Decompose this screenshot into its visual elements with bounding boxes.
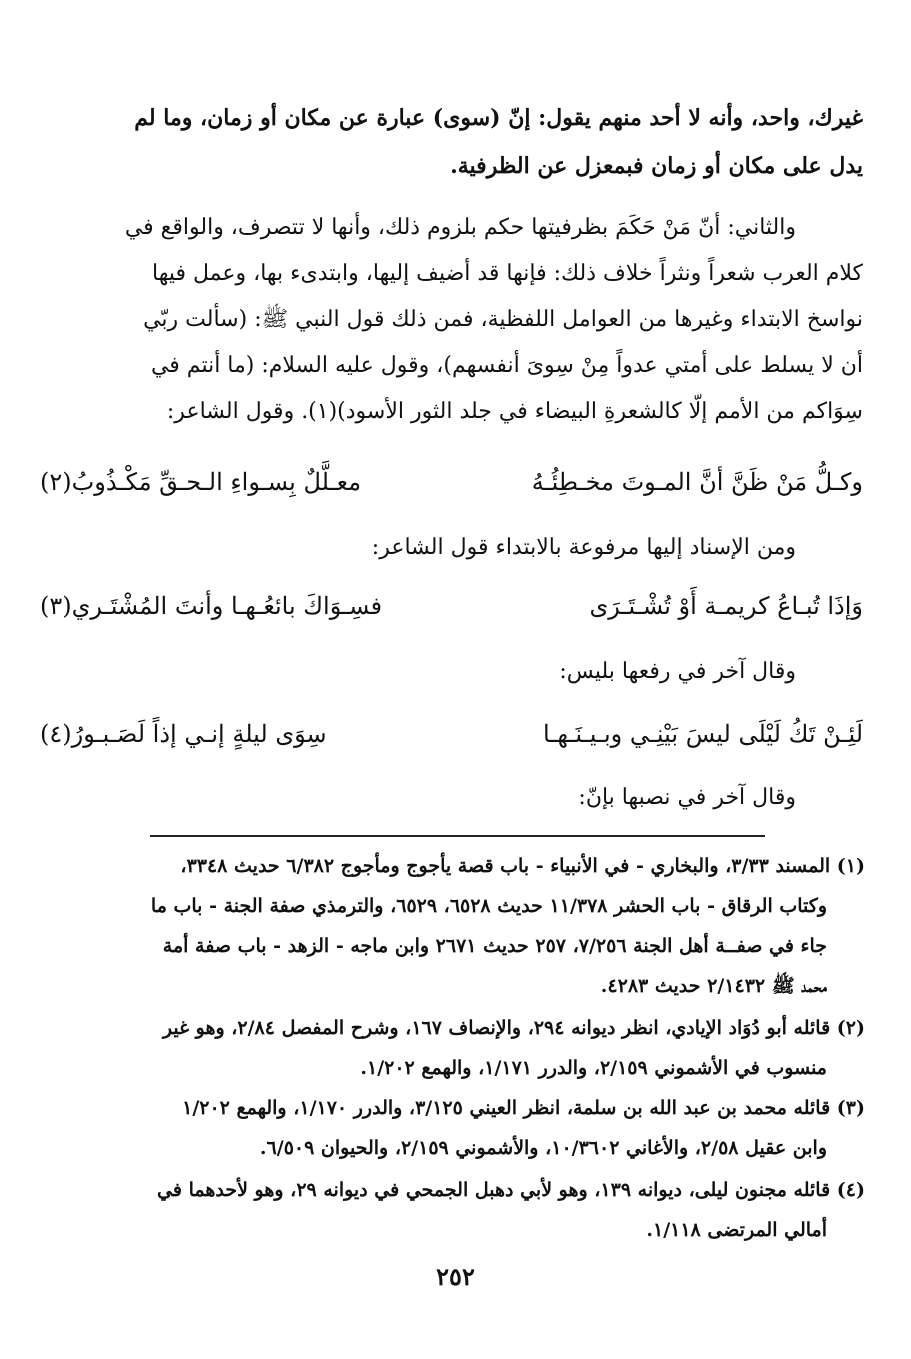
footnote-line: محمد ﷺ ٢/١٤٣٢ حديث ٤٢٨٣. (600, 975, 827, 997)
verse-hemistich-first: لَئِـنْ تَكُ لَيْلَى ليسَ بَيْنِـي وبـيـنَـهـا (542, 720, 863, 748)
footnote-line: وابن عقيل ٢/٥٨، والأغاني ١٠/٣٦٠٢، والأشموني ٢/١٥٩، والحيوان ٦/٥٠٩. (259, 1137, 827, 1159)
verse-hemistich-second: فسِـوَاكَ بائعُـهـا وأنتَ المُشْتَـري(٣) (40, 592, 383, 620)
body-line: سِوَاكم من الأمم إلّا كالشعرةِ البيضاء في جلد الثور الأسود)(١). وقول الشاعر: (166, 399, 863, 424)
body-line: ومن الإسناد إليها مرفوعة بالابتداء قول الشاعر: (371, 535, 796, 560)
verse-hemistich-first: وكـلُّ مَنْ ظَنَّ أنَّ المـوتَ مخـطِئُـهُ (531, 468, 863, 496)
footnote-line: (٤) قائله مجنون ليلى، ديوانه ١٣٩، وهو لأبي دهبل الجمحي في ديوانه ٢٩، وهو لأحدهما في (157, 1179, 865, 1201)
footnote-line: (٣) قائله محمد بن عبد الله بن سلمة، انظر العيني ٣/١٢٥، والدرر ١/١٧٠، والهمع ١/٢٠٢ (182, 1097, 865, 1119)
footnote-separator (150, 835, 765, 837)
footnote-line: جاء في صفــة أهل الجنة ٧/٢٥٦، ٢٥٧ حديث ٢٦٧١ وابن ماجه - الزهد - باب صفة أمة (162, 935, 827, 957)
body-line: يدل على مكان أو زمان فبمعزل عن الظرفية. (450, 153, 863, 179)
footnote-line: (٢) قائله أبو دُوَاد الإيادي، انظر ديوانه ٢٩٤، والإنصاف ١٦٧، وشرح المفصل ٢/٨٤، وهو غير (162, 1017, 865, 1039)
footnote-line: أمالي المرتضى ١/١١٨. (646, 1219, 827, 1241)
verse-hemistich-first: وَإذَا تُبـاعُ كريمـة أَوْ تُشْـتَـرَى (589, 592, 863, 620)
body-line: غيرك، واحد، وأنه لا أحد منهم يقول: إنّ (سوى) عبارة عن مكان أو زمان، وما لم (134, 105, 863, 131)
page-number: ٢٥٢ (436, 1262, 475, 1291)
body-line: أن لا يسلط على أمتي عدواً مِنْ سِوىَ أنفسهم)، وقول عليه السلام: (ما أنتم في (150, 353, 863, 378)
body-line: وقال آخر في رفعها بليس: (559, 659, 796, 684)
footnote-line: (١) المسند ٣/٣٣، والبخاري - في الأنبياء - باب قصة يأجوج ومأجوج ٦/٣٨٢ حديث ٣٣٤٨، (180, 855, 865, 877)
body-line: والثاني: أنّ مَنْ حَكَمَ بظرفيتها حكم بلزوم ذلك، وأنها لا تتصرف، والواقع في (124, 215, 796, 240)
body-line: كلام العرب شعراً ونثراً خلاف ذلك: فإنها قد أضيف إليها، وابتدىء بها، وعمل فيها (152, 261, 863, 286)
body-line: نواسخ الابتداء وغيرها من العوامل اللفظية، فمن ذلك قول النبي ﷺ: (سألت ربّي (143, 307, 863, 332)
footnote-line: وكتاب الرقاق - باب الحشر ١١/٣٧٨ حديث ٦٥٢٨، ٦٥٢٩، والترمذي صفة الجنة - باب ما (150, 895, 827, 917)
verse-hemistich-second: سِوَى ليلةٍ إنـي إذاً لَصَـبـورُ(٤) (40, 720, 327, 748)
verse-hemistich-second: معـلَّلٌ بِسـواءِ الـحـقِّ مَكْـذُوبُ(٢) (40, 468, 362, 496)
footnote-line: منسوب في الأشموني ٢/١٥٩، والدرر ١/١٧١، والهمع ١/٢٠٢. (360, 1057, 827, 1079)
body-line: وقال آخر في نصبها بإنّ: (578, 785, 796, 810)
